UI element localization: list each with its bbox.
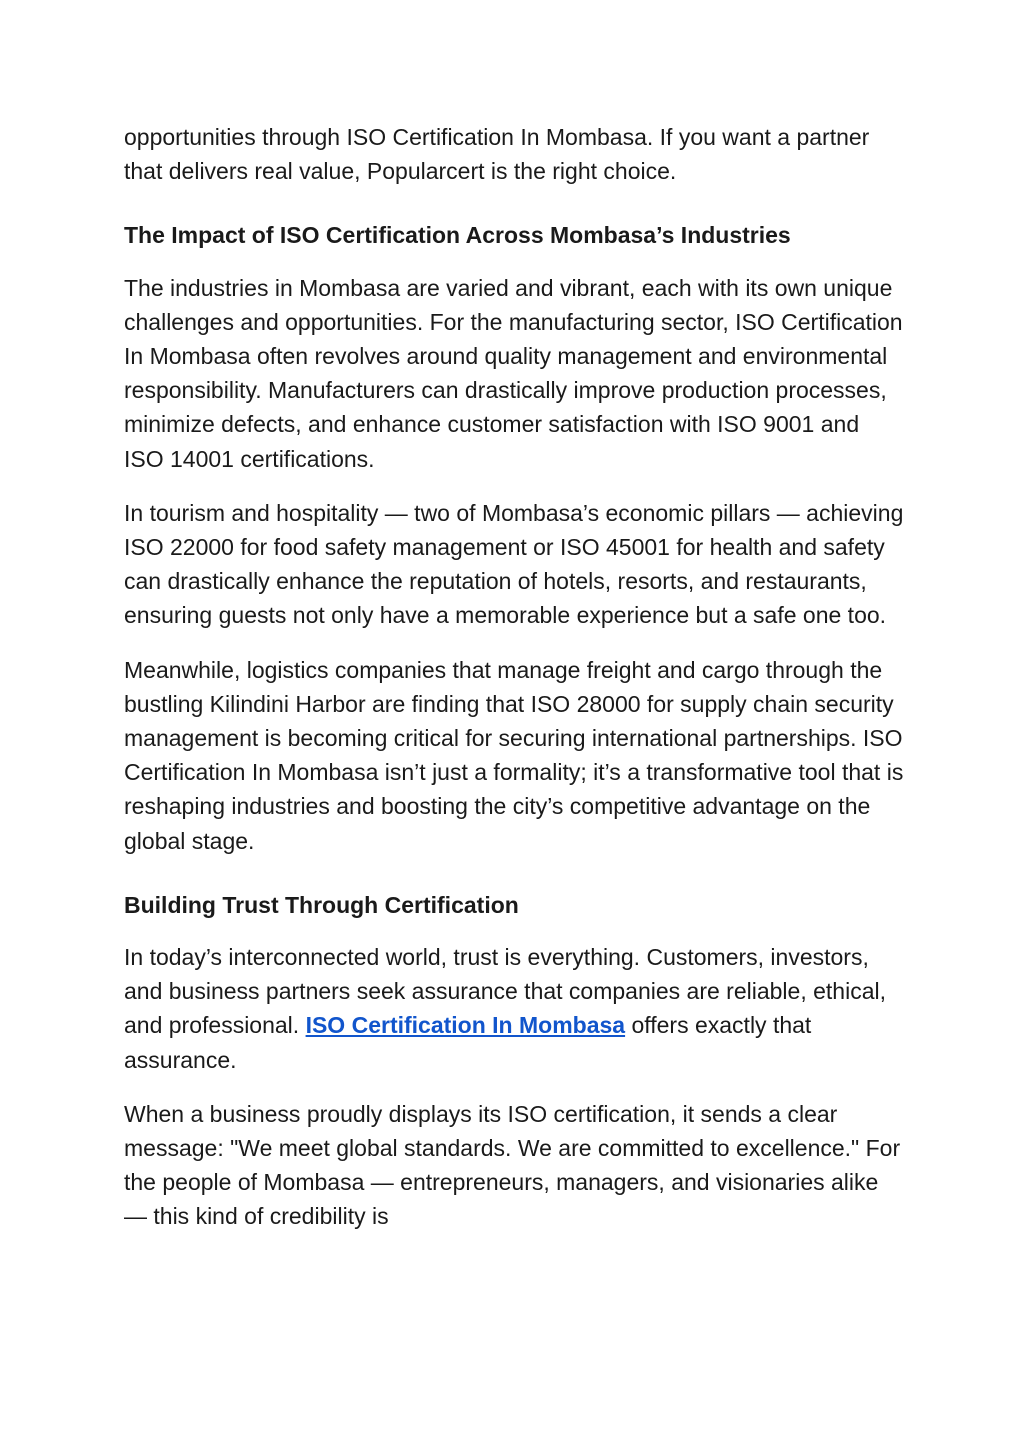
trust-paragraph-assurance bbox=[124, 940, 904, 1077]
section-heading-impact: The Impact of ISO Certification Across Mombasa’s Industries bbox=[124, 222, 791, 249]
impact-paragraph-manufacturing: The industries in Mombasa are varied and vibrant, each with its own unique challenges and opportunities. For the manufacturing sector, ISO Certification In Mombasa often revolves around quality management and environmental responsibility. Manufacturers can drastically improve production processes, minimize defects, and enhance customer satisfaction with ISO 9001 and ISO 14001 certifications. bbox=[124, 274, 903, 472]
impact-paragraph-logistics: Meanwhile, logistics companies that manage freight and cargo through the bustling Kilindini Harbor are finding that ISO 28000 for supply chain security management is becoming critical for securing international partnerships. ISO Certification In Mombasa isn’t just a formality; it’s a transformative tool that is reshaping industries and boosting the city’s competitive advantage on the global stage. bbox=[124, 656, 904, 854]
section-heading-trust: Building Trust Through Certification bbox=[124, 891, 519, 918]
trust-text-before-link: In today’s interconnected world, trust is everything. Customers, investors, and business partners seek assurance that companies are reliable, ethical, and professional. bbox=[124, 944, 886, 1039]
document-page bbox=[124, 120, 904, 1234]
iso-certification-link[interactable]: ISO Certification In Mombasa bbox=[305, 1012, 626, 1039]
trust-text-after-link: offers exactly that assurance. bbox=[124, 1012, 812, 1073]
trust-paragraph-message: When a business proudly displays its ISO certification, it sends a clear message: "We meet global standards. We are committed to excellence." For the people of Mombasa — entrepreneurs, managers, and visionaries alike — this kind of credibility is bbox=[124, 1100, 901, 1230]
intro-paragraph: opportunities through ISO Certification In Mombasa. If you want a partner that delivers real value, Popularcert is the right choice. bbox=[124, 124, 870, 185]
impact-paragraph-tourism: In tourism and hospitality — two of Mombasa’s economic pillars — achieving ISO 22000 for food safety management or ISO 45001 for health and safety can drastically enhance the reputation of hotels, resorts, and restaurants, ensuring guests not only have a memorable experience but a safe one too. bbox=[124, 499, 904, 629]
